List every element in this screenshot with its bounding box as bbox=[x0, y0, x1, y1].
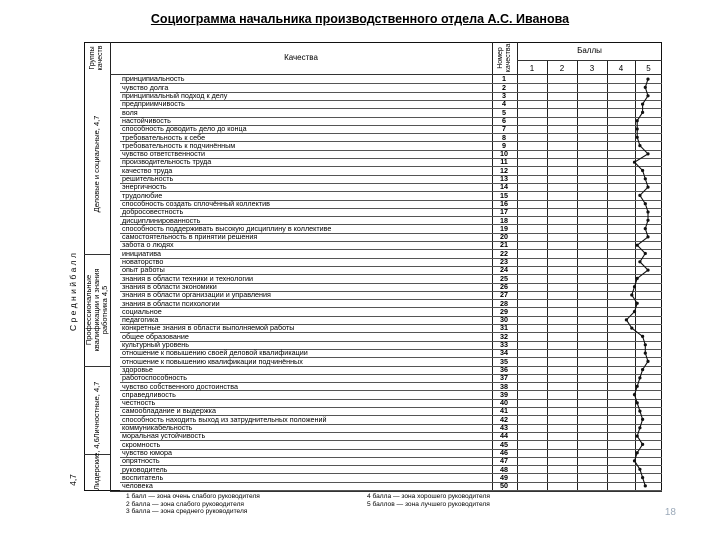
quality-number: 7 bbox=[502, 124, 506, 134]
score-point bbox=[630, 293, 633, 296]
quality-label: общее образование bbox=[122, 332, 189, 341]
score-point bbox=[644, 484, 647, 487]
group-label-personal: Личностные, 4,7 bbox=[92, 381, 101, 439]
score-point bbox=[636, 451, 639, 454]
quality-number: 49 bbox=[500, 472, 508, 482]
score-point bbox=[636, 136, 639, 139]
quality-number: 43 bbox=[500, 423, 508, 432]
score-point bbox=[641, 111, 644, 114]
score-point bbox=[638, 194, 641, 197]
quality-label: знания в области организации и управления bbox=[122, 291, 271, 300]
quality-label: опрятность bbox=[122, 457, 160, 466]
quality-number: 16 bbox=[500, 198, 508, 208]
score-point bbox=[638, 376, 641, 379]
quality-number: 35 bbox=[500, 356, 508, 366]
quality-number: 42 bbox=[500, 414, 508, 424]
quality-number: 10 bbox=[500, 149, 508, 159]
quality-number: 9 bbox=[502, 140, 506, 150]
quality-label: конкретные знания в области выполняемой работы bbox=[122, 324, 295, 333]
score-point bbox=[633, 285, 636, 288]
quality-number: 2 bbox=[502, 82, 506, 92]
groups-header: Группы качеств bbox=[89, 45, 104, 71]
quality-label: руководитель bbox=[122, 465, 168, 474]
score-point bbox=[644, 352, 647, 355]
score-point bbox=[641, 443, 644, 446]
quality-label: способность поддерживать высокую дисциплину в коллективе bbox=[122, 224, 332, 233]
quality-label: знания в области психологии bbox=[122, 299, 220, 308]
quality-number: 47 bbox=[500, 456, 508, 466]
group-label-professional: Профессиональные квалификации и знания работника 4,5 bbox=[84, 268, 109, 352]
quality-number: 33 bbox=[500, 340, 508, 349]
score-point bbox=[644, 343, 647, 346]
quality-label: воспитатель bbox=[122, 473, 164, 482]
quality-label: энергичность bbox=[122, 183, 167, 192]
quality-number: 24 bbox=[500, 265, 508, 275]
quality-label: самостоятельность в принятии решения bbox=[122, 233, 258, 242]
score-point bbox=[646, 210, 649, 213]
quality-label: знания в области техники и технологии bbox=[122, 274, 254, 283]
quality-label: культурный уровень bbox=[122, 341, 190, 349]
score-point bbox=[625, 318, 628, 321]
number-header: Номер качества bbox=[497, 43, 512, 73]
quality-label: справедливость bbox=[122, 390, 176, 399]
quality-number: 18 bbox=[500, 215, 508, 225]
page-title: Социограмма начальника производственного отдела А.С. Иванова bbox=[150, 12, 570, 26]
score-point bbox=[644, 227, 647, 230]
page-number: 18 bbox=[664, 507, 676, 518]
quality-label: способность находить выход из затруднительных положений bbox=[122, 415, 327, 424]
quality-label: решительность bbox=[122, 175, 174, 183]
score-point bbox=[641, 418, 644, 421]
average-score-label: С р е д н и й б а л л bbox=[68, 253, 78, 331]
quality-number: 23 bbox=[500, 257, 508, 266]
quality-number: 14 bbox=[500, 182, 508, 192]
quality-number: 37 bbox=[500, 373, 508, 383]
quality-number: 29 bbox=[500, 306, 508, 316]
score-point bbox=[633, 161, 636, 164]
legend-item: 4 балла — зона хорошего руководителя bbox=[367, 493, 490, 500]
quality-label: чувство юмора bbox=[122, 448, 172, 457]
quality-number: 44 bbox=[500, 431, 508, 441]
quality-label: опыт работы bbox=[122, 266, 165, 275]
scores-header: Баллы bbox=[577, 46, 602, 55]
score-point bbox=[641, 103, 644, 106]
qualities-header: Качества bbox=[284, 53, 318, 62]
score-point bbox=[644, 177, 647, 180]
quality-label: забота о людях bbox=[122, 241, 174, 250]
quality-label: отношение к повышению своей деловой квалификации bbox=[122, 349, 308, 358]
quality-label: чувство ответственности bbox=[122, 150, 205, 159]
quality-number: 8 bbox=[502, 132, 506, 142]
quality-label: скромность bbox=[122, 440, 161, 449]
quality-number: 30 bbox=[500, 315, 508, 325]
score-point bbox=[636, 302, 639, 305]
quality-label: способность доводить дело до конца bbox=[122, 125, 247, 134]
score-point bbox=[646, 235, 649, 238]
quality-label: предприимчивость bbox=[122, 100, 185, 109]
quality-number: 6 bbox=[502, 115, 506, 125]
legend-item: 5 баллов — зона лучшего руководителя bbox=[367, 500, 490, 508]
score-point bbox=[646, 219, 649, 222]
score-col-1: 1 bbox=[529, 64, 535, 73]
score-point bbox=[633, 459, 636, 462]
quality-label: чувство долга bbox=[122, 83, 169, 92]
score-point bbox=[636, 119, 639, 122]
score-point bbox=[636, 277, 639, 280]
quality-label: качество труда bbox=[122, 166, 173, 175]
score-point bbox=[646, 94, 649, 97]
quality-label: честность bbox=[122, 399, 156, 408]
quality-number: 34 bbox=[500, 348, 508, 358]
quality-number: 41 bbox=[500, 406, 508, 416]
quality-label: добросовестность bbox=[122, 208, 184, 217]
quality-label: способность создать сплочённый коллектив bbox=[122, 199, 270, 208]
score-point bbox=[630, 327, 633, 330]
quality-label: производительность труда bbox=[122, 158, 212, 167]
quality-label: самообладание и выдержка bbox=[122, 407, 216, 416]
quality-label: воля bbox=[122, 108, 138, 117]
quality-label: социальное bbox=[122, 307, 162, 316]
legend-left bbox=[126, 493, 260, 516]
quality-number: 28 bbox=[500, 298, 508, 308]
score-profile-chart bbox=[62, 42, 667, 512]
quality-label: работоспособность bbox=[122, 374, 188, 383]
quality-number: 40 bbox=[500, 398, 508, 408]
score-point bbox=[638, 260, 641, 263]
score-point bbox=[646, 360, 649, 363]
score-point bbox=[644, 252, 647, 255]
score-col-5: 5 bbox=[646, 64, 651, 73]
quality-label: педагогика bbox=[122, 316, 159, 325]
score-col-3: 3 bbox=[589, 64, 595, 73]
quality-label: требовательность к себе bbox=[122, 133, 206, 142]
quality-number: 13 bbox=[500, 174, 508, 183]
score-point bbox=[638, 144, 641, 147]
score-point bbox=[636, 435, 639, 438]
quality-number: 31 bbox=[500, 323, 508, 333]
score-point bbox=[636, 244, 639, 247]
quality-label: знания в области экономики bbox=[122, 282, 217, 291]
legend-item: 3 балла — зона среднего руководителя bbox=[126, 508, 248, 515]
quality-number: 11 bbox=[500, 157, 508, 167]
score-point bbox=[641, 335, 644, 338]
legend-item: 2 балла — зона слабого руководителя bbox=[126, 500, 244, 508]
quality-number: 12 bbox=[500, 165, 508, 175]
quality-number: 15 bbox=[500, 190, 508, 200]
quality-number: 50 bbox=[500, 481, 508, 491]
group-label-business: Деловые и социальные, 4,7 bbox=[92, 115, 101, 213]
quality-label: человека bbox=[122, 482, 153, 491]
quality-number: 48 bbox=[500, 464, 508, 474]
score-point bbox=[636, 401, 639, 404]
score-point bbox=[633, 393, 636, 396]
score-point bbox=[641, 169, 644, 172]
score-point bbox=[638, 468, 641, 471]
legend-item: 1 балл — зона очень слабого руководителя bbox=[126, 493, 260, 500]
quality-label: принципиальность bbox=[122, 75, 185, 84]
score-point bbox=[636, 127, 639, 130]
quality-number: 1 bbox=[502, 74, 506, 84]
quality-label: чувство собственного достоинства bbox=[122, 382, 239, 391]
quality-label: трудолюбие bbox=[122, 191, 163, 200]
score-point bbox=[636, 385, 639, 388]
quality-label: моральная устойчивость bbox=[122, 432, 206, 441]
score-line bbox=[626, 79, 648, 486]
quality-number: 4 bbox=[502, 99, 506, 109]
score-point bbox=[641, 476, 644, 479]
quality-number: 20 bbox=[500, 232, 508, 242]
legend-right bbox=[367, 493, 490, 508]
score-point bbox=[638, 410, 641, 413]
quality-number: 27 bbox=[500, 290, 508, 300]
quality-number: 5 bbox=[502, 107, 506, 117]
quality-number: 38 bbox=[500, 381, 508, 391]
score-point bbox=[644, 202, 647, 205]
quality-label: коммуникабельность bbox=[122, 424, 193, 432]
score-col-2: 2 bbox=[559, 64, 565, 73]
score-point bbox=[646, 269, 649, 272]
score-point bbox=[644, 86, 647, 89]
sociogram-table bbox=[62, 42, 667, 515]
quality-number: 36 bbox=[500, 364, 508, 374]
score-point bbox=[633, 310, 636, 313]
quality-number: 32 bbox=[500, 331, 508, 341]
quality-label: настойчивость bbox=[122, 116, 171, 125]
quality-label: здоровье bbox=[122, 365, 153, 374]
score-point bbox=[646, 186, 649, 189]
score-col-4: 4 bbox=[618, 64, 624, 73]
quality-label: инициатива bbox=[122, 249, 162, 258]
quality-label: требовательность к подчинённым bbox=[122, 141, 236, 150]
quality-number: 21 bbox=[500, 240, 508, 250]
legend-divider bbox=[110, 491, 662, 492]
score-point bbox=[646, 152, 649, 155]
quality-number: 46 bbox=[500, 447, 508, 457]
quality-number: 22 bbox=[500, 248, 508, 258]
quality-number: 26 bbox=[500, 281, 508, 291]
score-point bbox=[638, 426, 641, 429]
quality-label: отношение к повышению квалификации подчинённых bbox=[122, 357, 303, 366]
quality-number: 39 bbox=[500, 389, 508, 399]
quality-number: 19 bbox=[500, 223, 508, 233]
quality-number: 17 bbox=[500, 207, 508, 217]
quality-number: 25 bbox=[500, 273, 508, 283]
quality-number: 45 bbox=[500, 439, 508, 449]
quality-label: принципиальный подход к делу bbox=[122, 92, 228, 100]
score-point bbox=[646, 78, 649, 81]
score-point bbox=[641, 368, 644, 371]
quality-number: 3 bbox=[502, 91, 506, 100]
group-label-leadership: Лидерские, 4,6 bbox=[92, 438, 101, 490]
total-score-label: 4,7 bbox=[68, 474, 78, 486]
quality-label: дисциплинированность bbox=[122, 216, 201, 225]
quality-label: новаторство bbox=[122, 258, 164, 266]
